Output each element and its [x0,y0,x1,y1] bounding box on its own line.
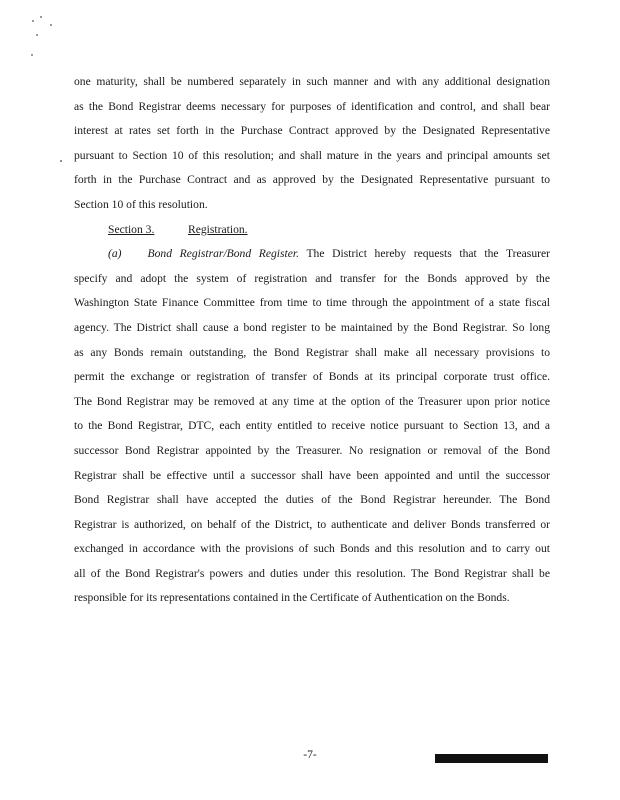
text-line: as any Bonds remain outstanding, the Bond Registrar shall make all necessary provisions to [74,345,550,359]
text-line: Section 10 of this resolution. [74,197,208,211]
text-fragment: The District hereby requests that the Treasurer [306,247,550,261]
redaction-bar [435,754,548,763]
text-line: Registrar is authorized, on behalf of the District, to authenticate and deliver Bonds transferred or [74,517,550,531]
section-number: Section 3. [108,222,155,236]
subsection-first-line [74,242,550,267]
text-line: to the Bond Registrar, DTC, each entity entitled to receive notice pursuant to Section 13, and a [74,419,550,433]
text-line: responsible for its representations contained in the Certificate of Authentication on the Bonds. [74,591,510,605]
text-line: one maturity, shall be numbered separately in such manner and with any additional designation [74,75,550,88]
text-line: agency. The District shall cause a bond register to be maintained by the Bond Registrar. So long [74,320,550,334]
section-heading [74,218,550,243]
subsection-title: Bond Registrar/Bond Register. [147,247,300,261]
text-line: interest at rates set forth in the Purchase Contract approved by the Designated Representative [74,124,550,138]
subsection-label: (a) [108,247,122,261]
margin-mark [60,160,62,162]
text-line: permit the exchange or registration of transfer of Bonds at its principal corporate trust office. [74,370,550,384]
text-line: Registrar shall be effective until a successor shall have been appointed and until the successor [74,468,550,482]
text-line: exchanged in accordance with the provisions of such Bonds and this resolution and to carry out [74,542,550,556]
page-number: -7- [303,748,317,761]
text-line: all of the Bond Registrar's powers and duties under this resolution. The Bond Registrar shall be [74,566,550,580]
text-line: Bond Registrar shall have accepted the duties of the Bond Registrar hereunder. The Bond [74,493,550,507]
body-text [74,70,550,611]
scan-artifact [30,14,70,69]
text-line: forth in the Purchase Contract and as approved by the Designated Representative pursuant to [74,173,550,187]
text-line: as the Bond Registrar deems necessary for purposes of identification and control, and shall bear [74,99,550,113]
subsection-paragraph [74,242,550,611]
continuation-paragraph [74,70,550,218]
text-line: Washington State Finance Committee from time to time through the appointment of a state fiscal [74,296,550,310]
text-line: specify and adopt the system of registration and transfer for the Bonds approved by the [74,271,550,285]
section-title: Registration. [188,222,248,236]
text-line: successor Bond Registrar appointed by the Treasurer. No resignation or removal of the Bond [74,443,550,457]
text-line: pursuant to Section 10 of this resolution; and shall mature in the years and principal amounts set [74,148,550,162]
text-line: The Bond Registrar may be removed at any time at the option of the Treasurer upon prior notice [74,394,550,408]
